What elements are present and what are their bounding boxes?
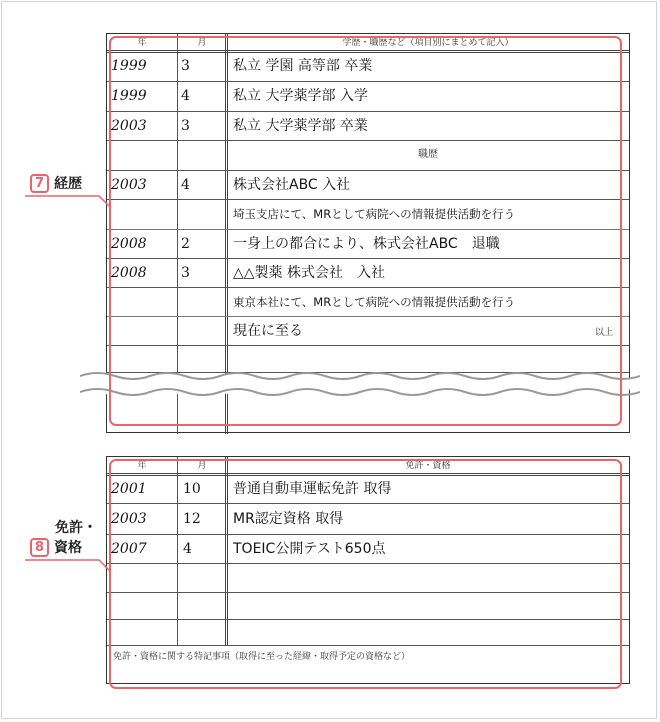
career-header-content: 学歴・職歴など（項目別にまとめて記入） xyxy=(342,38,514,48)
career-row-text: △△製薬 株式会社 入社 xyxy=(233,265,385,281)
license-row-year: 2001 xyxy=(111,481,147,497)
ijo-text: 以上 xyxy=(595,328,614,338)
career-row-year: 1999 xyxy=(111,88,147,104)
license-header-month: 月 xyxy=(197,461,207,471)
career-tag xyxy=(30,173,82,193)
section-label-line2: 資格 xyxy=(54,540,82,556)
section-number-badge: 7 xyxy=(30,174,49,193)
career-row-month: 3 xyxy=(181,265,190,281)
license-header-year: 年 xyxy=(137,461,147,471)
license-row-month: 4 xyxy=(183,541,192,557)
section-label: 経歴 xyxy=(54,176,82,192)
career-row-month: 4 xyxy=(181,88,190,104)
license-header-content: 免許・資格 xyxy=(405,461,451,471)
license-row-text: MR認定資格 取得 xyxy=(233,511,344,527)
license-row-year: 2007 xyxy=(111,541,147,557)
license-row-year: 2003 xyxy=(111,511,147,527)
license-row-month: 12 xyxy=(183,511,201,527)
career-row-year: 2003 xyxy=(111,118,147,134)
career-header-month: 月 xyxy=(197,38,207,48)
career-row-year: 2008 xyxy=(111,236,147,252)
career-row-month: 4 xyxy=(181,177,190,193)
career-row-month: 3 xyxy=(181,58,190,74)
career-row-month: 3 xyxy=(181,118,190,134)
page-break-wave xyxy=(80,370,640,398)
career-row-year: 2003 xyxy=(111,177,147,193)
license-note-label: 免許・資格に関する特記事項（取得に至った経緯・取得予定の資格など） xyxy=(113,652,411,662)
career-row-text: 東京本社にて、MRとして病院への情報提供活動を行う xyxy=(233,295,516,309)
license-leader-line xyxy=(25,558,115,588)
license-sheet xyxy=(106,456,630,684)
career-row-text: 埼玉支店にて、MRとして病院への情報提供活動を行う xyxy=(233,207,516,221)
license-row-text: 普通自動車運転免許 取得 xyxy=(233,481,392,497)
section-number-badge: 8 xyxy=(30,538,49,557)
career-row-text: 株式会社ABC 入社 xyxy=(233,177,351,193)
career-row-text: 私立 大学薬学部 入学 xyxy=(233,88,368,104)
career-row-text: 私立 学園 高等部 卒業 xyxy=(233,58,373,74)
section-label-line1: 免許・ xyxy=(55,520,97,536)
license-row-text: TOEIC公開テスト650点 xyxy=(233,541,386,557)
career-row-year: 2008 xyxy=(111,265,147,281)
career-row-text: 現在に至る xyxy=(233,323,303,339)
career-row-text: 私立 大学薬学部 卒業 xyxy=(233,118,368,134)
career-row-text: 一身上の都合により、株式会社ABC 退職 xyxy=(233,236,500,252)
license-row-month: 10 xyxy=(183,481,201,497)
license-tag xyxy=(30,537,82,557)
career-subheading: 職歴 xyxy=(418,149,438,160)
career-header-year: 年 xyxy=(137,38,147,48)
career-row-year: 1999 xyxy=(111,58,147,74)
career-leader-line xyxy=(25,194,115,224)
career-row-month: 2 xyxy=(181,236,190,252)
